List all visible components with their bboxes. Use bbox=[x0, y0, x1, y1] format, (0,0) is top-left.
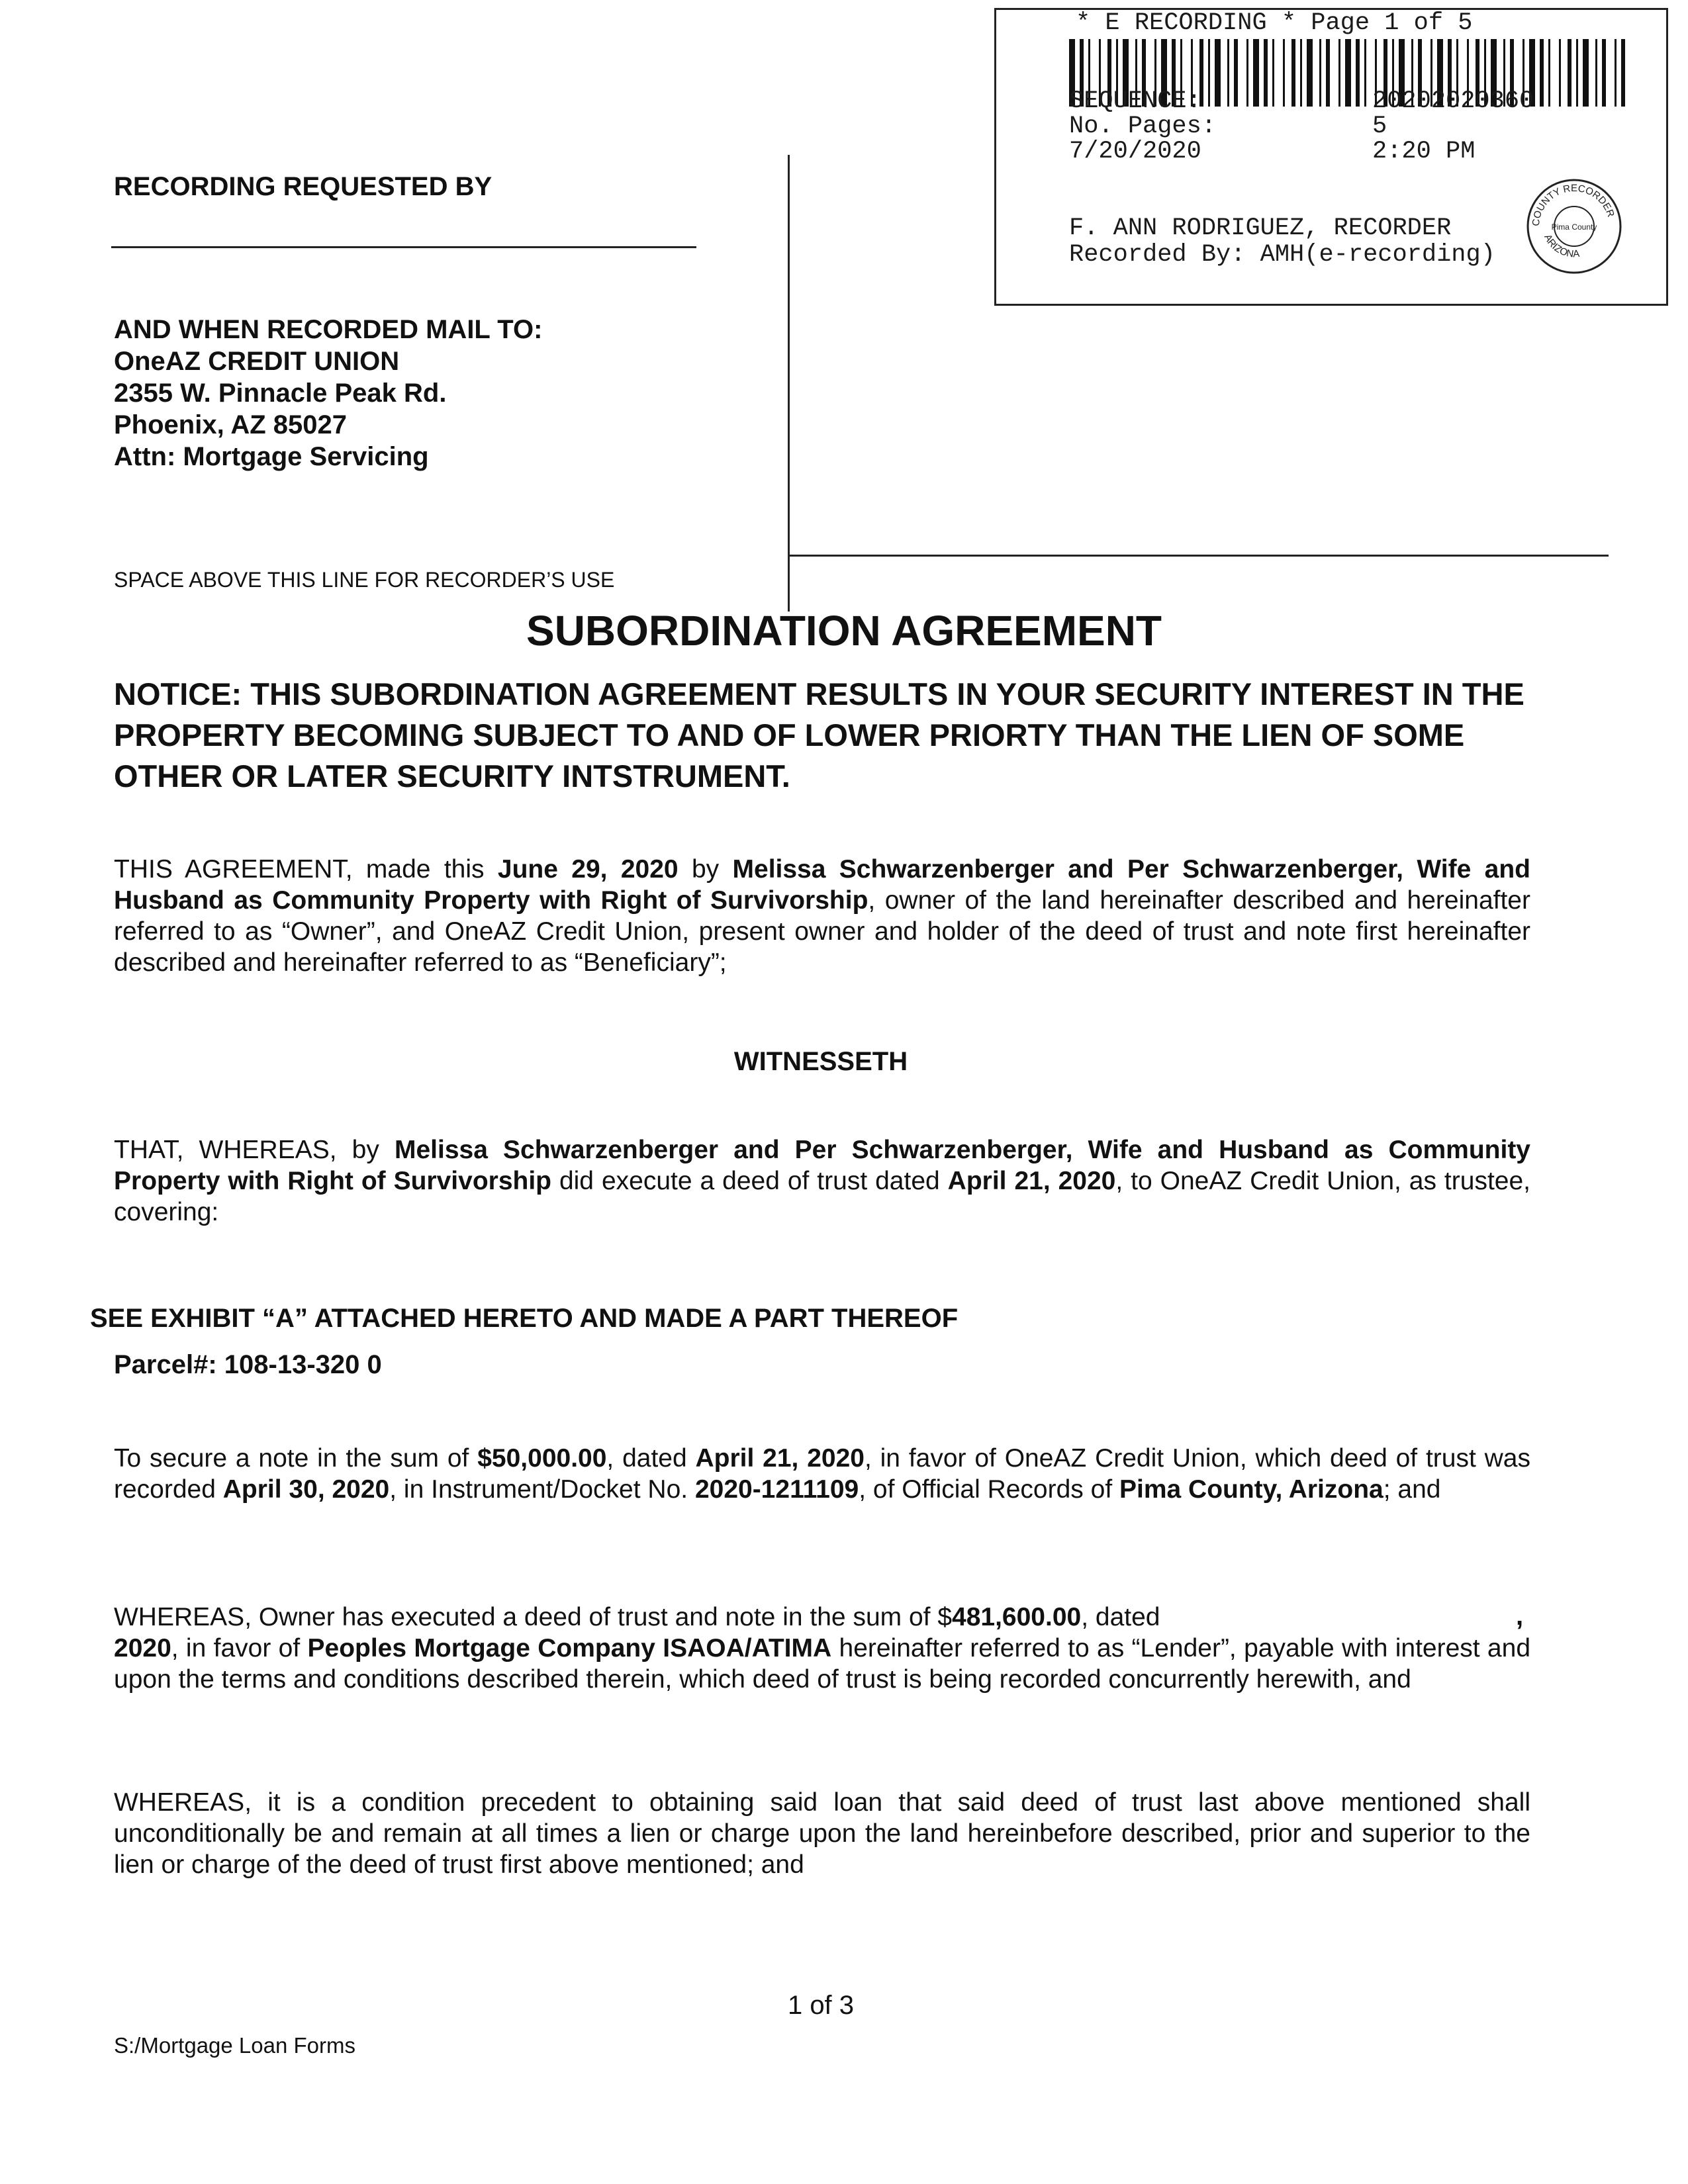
requested-by-line bbox=[111, 246, 696, 248]
new-deed-paragraph bbox=[114, 1602, 1530, 1695]
condition-precedent-paragraph: WHEREAS, it is a condition precedent to obtaining said loan that said deed of trust last above mentioned shall unconditionally be and remain at all times a lien or charge upon the land hereinbefore described, prior and superior to the lien or charge of the deed of trust first above mentioned; and bbox=[114, 1788, 1530, 1879]
sequence-label: SEQUENCE: bbox=[1069, 87, 1201, 115]
recorder-stamp bbox=[994, 8, 1668, 306]
note-secure-paragraph bbox=[114, 1443, 1530, 1505]
page-number: 1 of 3 bbox=[787, 1991, 855, 2020]
footer-form-path: S:/Mortgage Loan Forms bbox=[114, 2033, 355, 2058]
agreement-paragraph bbox=[114, 854, 1530, 978]
space-above-line-note: SPACE ABOVE THIS LINE FOR RECORDER’S USE bbox=[114, 568, 615, 592]
parcel-number: Parcel#: 108-13-320 0 bbox=[114, 1350, 382, 1379]
note-date: April 21, 2020 bbox=[695, 1444, 865, 1473]
p3-text-4: , in Instrument/Docket No. bbox=[389, 1475, 695, 1504]
p3-text-2: , dated bbox=[606, 1444, 696, 1473]
p2-text-1: THAT, WHEREAS, by bbox=[114, 1136, 395, 1164]
p1-text-1: THIS AGREEMENT, made this bbox=[114, 855, 498, 884]
seal-top-text: COUNTY RECORDER bbox=[1530, 182, 1617, 227]
document-title: SUBORDINATION AGREEMENT bbox=[526, 607, 1162, 655]
address-line-2: 2355 W. Pinnacle Peak Rd. bbox=[114, 379, 447, 408]
recorded-by: Recorded By: AMH(e-recording) bbox=[1069, 241, 1495, 269]
address-line-1: OneAZ CREDIT UNION bbox=[114, 347, 400, 376]
p2-owner-names: Melissa Schwarzenberger and Per Schwarzenberger, Wife and Husband as Community Property with Right of Survivorship bbox=[114, 1136, 1530, 1195]
county-seal-icon bbox=[1524, 177, 1624, 276]
p3-text-1: To secure a note in the sum of bbox=[114, 1444, 478, 1473]
address-line-3: Phoenix, AZ 85027 bbox=[114, 410, 347, 439]
deed-date: April 21, 2020 bbox=[947, 1167, 1116, 1195]
mail-to-label: AND WHEN RECORDED MAIL TO: bbox=[114, 315, 543, 344]
p4-text-1: WHEREAS, Owner has executed a deed of trust and note in the sum of $ bbox=[114, 1603, 953, 1631]
recording-requested-by: RECORDING REQUESTED BY bbox=[114, 172, 492, 201]
lender-name: Peoples Mortgage Company ISAOA/ATIMA bbox=[307, 1634, 832, 1662]
whereas-deed-paragraph bbox=[114, 1134, 1530, 1228]
pages-label: No. Pages: bbox=[1069, 113, 1217, 140]
p1-text-3: , owner of the land hereinafter described and hereinafter referred to as “Owner”, and OneAZ Credit Union, present owner and holder of the deed of trust and note first hereinafter described and hereinafter referred to as “Beneficiary”; bbox=[114, 886, 1530, 977]
stamp-header: * E RECORDING * Page 1 of 5 bbox=[1076, 9, 1473, 37]
owner-names: Melissa Schwarzenberger and Per Schwarzenberger, Wife and Husband as Community Property with Right of Survivorship bbox=[114, 855, 1531, 915]
p2-text-2: did execute a deed of trust dated bbox=[551, 1167, 948, 1195]
recorded-date: April 30, 2020 bbox=[222, 1475, 390, 1504]
p4-text-2: , dated bbox=[1081, 1603, 1160, 1631]
record-time: 2:20 PM bbox=[1372, 138, 1476, 165]
exhibit-reference: SEE EXHIBIT “A” ATTACHED HERETO AND MADE A PART THEREOF bbox=[90, 1304, 959, 1333]
p1-text-2: by bbox=[678, 855, 733, 884]
date-blank-comma: , bbox=[1516, 1602, 1524, 1631]
recorder-name: F. ANN RODRIGUEZ, RECORDER bbox=[1069, 214, 1452, 242]
p3-text-5: , of Official Records of bbox=[859, 1475, 1119, 1504]
new-loan-year: 2020 bbox=[114, 1634, 171, 1662]
notice-text: NOTICE: THIS SUBORDINATION AGREEMENT RESULTS IN YOUR SECURITY INTEREST IN THE PROPERTY BECOMING SUBJECT TO AND OF LOWER PRIORTY THAN THE LIEN OF SOME OTHER OR LATER SECURITY INTSTRUMENT. bbox=[114, 676, 1524, 794]
p4-text-3: , in favor of bbox=[171, 1634, 308, 1662]
p4-text-4: hereinafter referred to as “Lender”, payable with interest and upon the terms and conditions described therein, which deed of trust is being recorded concurrently herewith, and bbox=[114, 1634, 1531, 1694]
p3-text-3: , in favor of OneAZ Credit Union, which deed of trust was recorded bbox=[114, 1444, 1530, 1504]
agreement-date: June 29, 2020 bbox=[497, 855, 679, 884]
recorder-area-horizontal-rule bbox=[788, 555, 1609, 557]
p2-text-3: , to OneAZ Credit Union, as trustee, covering: bbox=[114, 1167, 1530, 1226]
note-amount: $50,000.00 bbox=[477, 1444, 607, 1473]
p3-text-6: ; and bbox=[1383, 1475, 1441, 1504]
seal-bottom-text: ARIZONA bbox=[1542, 232, 1580, 260]
docket-number: 2020-1211109 bbox=[694, 1475, 859, 1504]
recorder-area-vertical-rule bbox=[788, 155, 790, 612]
seal-center-text: Pima County bbox=[1551, 222, 1597, 232]
sequence-value: 20202020360 bbox=[1372, 87, 1534, 115]
address-line-4: Attn: Mortgage Servicing bbox=[114, 442, 429, 471]
county-name: Pima County, Arizona bbox=[1119, 1475, 1383, 1504]
pages-value: 5 bbox=[1372, 113, 1387, 140]
record-date: 7/20/2020 bbox=[1069, 138, 1201, 165]
witnesseth-heading: WITNESSETH bbox=[733, 1047, 908, 1076]
new-loan-amount: 481,600.00 bbox=[952, 1603, 1082, 1631]
